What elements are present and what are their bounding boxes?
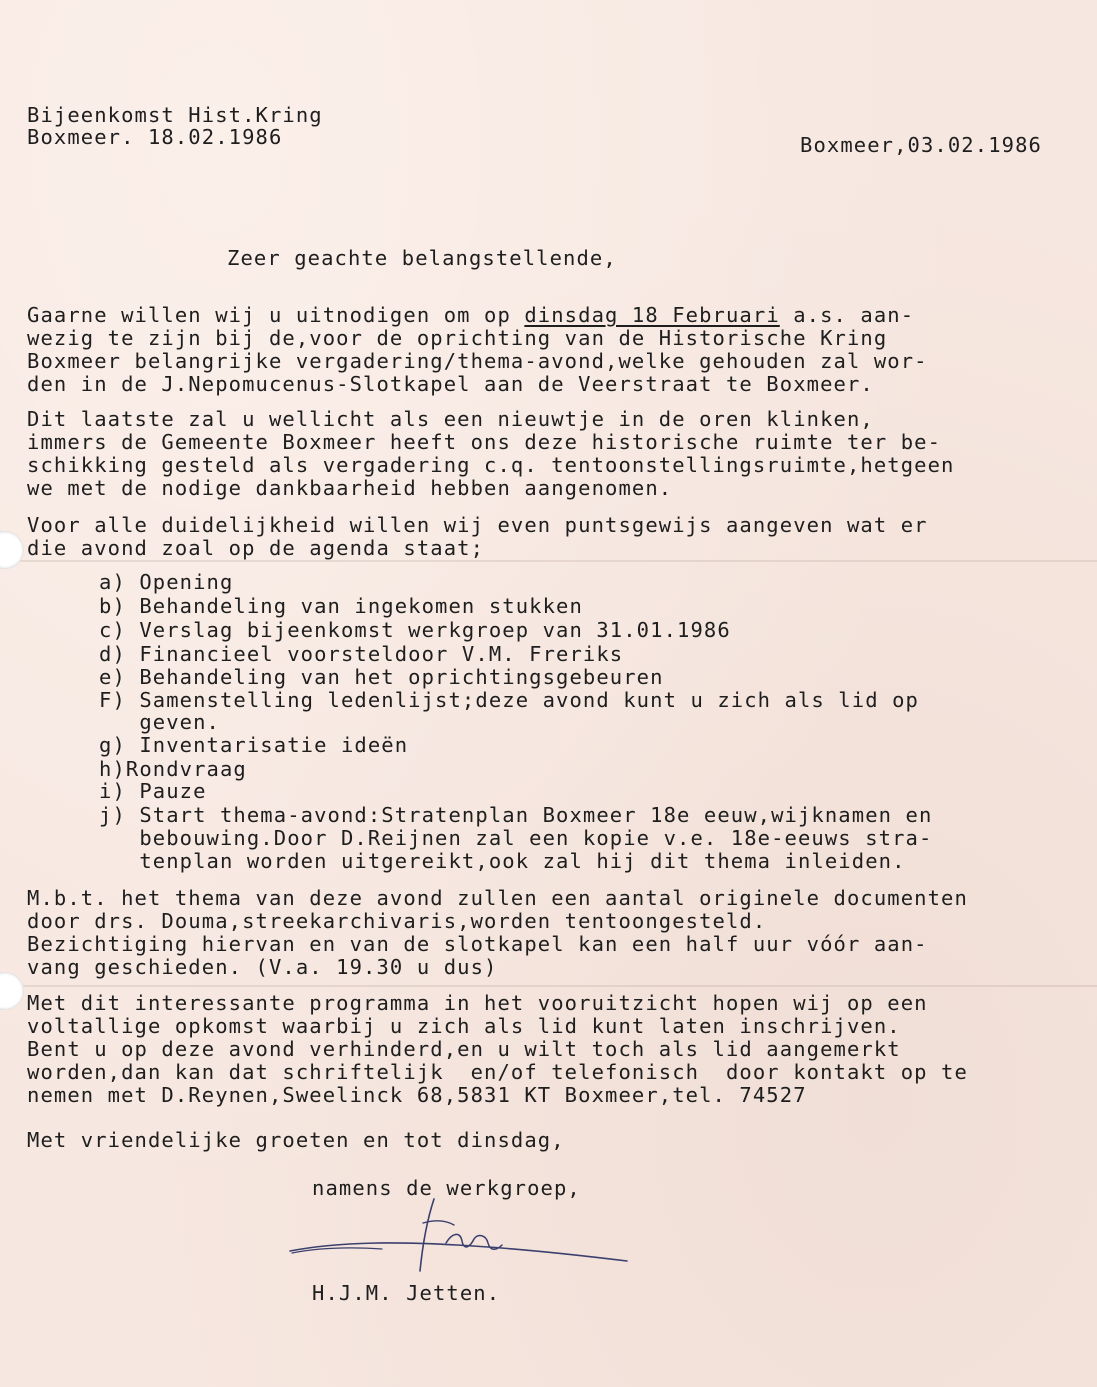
agenda-item: h)Rondvraag: [99, 757, 247, 781]
body-line: we met de nodige dankbaarheid hebben aangenomen.: [27, 476, 673, 500]
body-text: a.s. aan-: [779, 303, 915, 327]
sender-line: Boxmeer. 18.02.1986: [27, 125, 283, 149]
agenda-item: F) Samenstelling ledenlijst;deze avond kunt u zich als lid op: [99, 688, 919, 712]
agenda-item: b) Behandeling van ingekomen stukken: [99, 594, 583, 618]
body-line: M.b.t. het thema van deze avond zullen een aantal originele documenten: [27, 886, 968, 910]
body-text: Gaarne willen wij u uitnodigen om op: [27, 303, 525, 327]
body-line: door drs. Douma,streekarchivaris,worden tentoongesteld.: [27, 909, 767, 933]
on-behalf-line: namens de werkgroep,: [312, 1176, 581, 1200]
agenda-item: e) Behandeling van het oprichtingsgebeuren: [99, 665, 664, 689]
place-date: Boxmeer,03.02.1986: [800, 133, 1042, 157]
agenda-item: a) Opening: [99, 570, 234, 594]
agenda-item: g) Inventarisatie ideën: [99, 733, 409, 757]
handwritten-signature: [282, 1195, 632, 1280]
body-line: vang geschieden. (V.a. 19.30 u dus): [27, 955, 498, 979]
punch-hole: [0, 972, 24, 1010]
agenda-item: i) Pauze: [99, 779, 207, 803]
agenda-item: j) Start thema-avond:Stratenplan Boxmeer 18e eeuw,wijknamen en: [99, 803, 933, 827]
body-line: schikking gesteld als vergadering c.q. tentoonstellingsruimte,hetgeen: [27, 453, 955, 477]
paper-fold-line: [0, 985, 1097, 987]
punch-hole: [0, 531, 24, 569]
signatory-name: H.J.M. Jetten.: [312, 1281, 501, 1305]
sender-line: Bijeenkomst Hist.Kring: [27, 103, 323, 127]
body-line: nemen met D.Reynen,Sweelinck 68,5831 KT Boxmeer,tel. 74527: [27, 1083, 807, 1107]
body-line: wezig te zijn bij de,voor de oprichting van de Historische Kring: [27, 326, 888, 350]
body-line: den in de J.Nepomucenus-Slotkapel aan de Veerstraat te Boxmeer.: [27, 372, 874, 396]
body-line: [27, 304, 914, 326]
body-line: die avond zoal op de agenda staat;: [27, 536, 485, 560]
body-line: Bent u op deze avond verhinderd,en u wilt toch als lid aangemerkt: [27, 1037, 901, 1061]
salutation: Zeer geachte belangstellende,: [227, 246, 617, 270]
body-line: Voor alle duidelijkheid willen wij even puntsgewijs aangeven wat er: [27, 513, 928, 537]
agenda-item: d) Financieel voorsteldoor V.M. Freriks: [99, 642, 624, 666]
agenda-item: c) Verslag bijeenkomst werkgroep van 31.01.1986: [99, 618, 731, 642]
body-line: voltallige opkomst waarbij u zich als lid kunt laten inschrijven.: [27, 1014, 901, 1038]
body-line: Dit laatste zal u wellicht als een nieuwtje in de oren klinken,: [27, 407, 874, 431]
meeting-date-underlined: dinsdag 18 Februari: [524, 303, 780, 327]
agenda-item: bebouwing.Door D.Reijnen zal een kopie v.e. 18e-eeuws stra-: [99, 826, 933, 850]
body-line: immers de Gemeente Boxmeer heeft ons deze historische ruimte ter be-: [27, 430, 942, 454]
body-line: Boxmeer belangrijke vergadering/thema-avond,welke gehouden zal wor-: [27, 349, 928, 373]
paper-fold-line: [0, 560, 1097, 562]
body-line: worden,dan kan dat schriftelijk en/of telefonisch door kontakt op te: [27, 1060, 968, 1084]
agenda-item: geven.: [99, 710, 220, 734]
body-line: Met dit interessante programma in het vooruitzicht hopen wij op een: [27, 991, 928, 1015]
body-line: Bezichtiging hiervan en van de slotkapel kan een half uur vóór aan-: [27, 932, 928, 956]
agenda-item: tenplan worden uitgereikt,ook zal hij dit thema inleiden.: [99, 849, 906, 873]
closing-line: Met vriendelijke groeten en tot dinsdag,: [27, 1128, 565, 1152]
